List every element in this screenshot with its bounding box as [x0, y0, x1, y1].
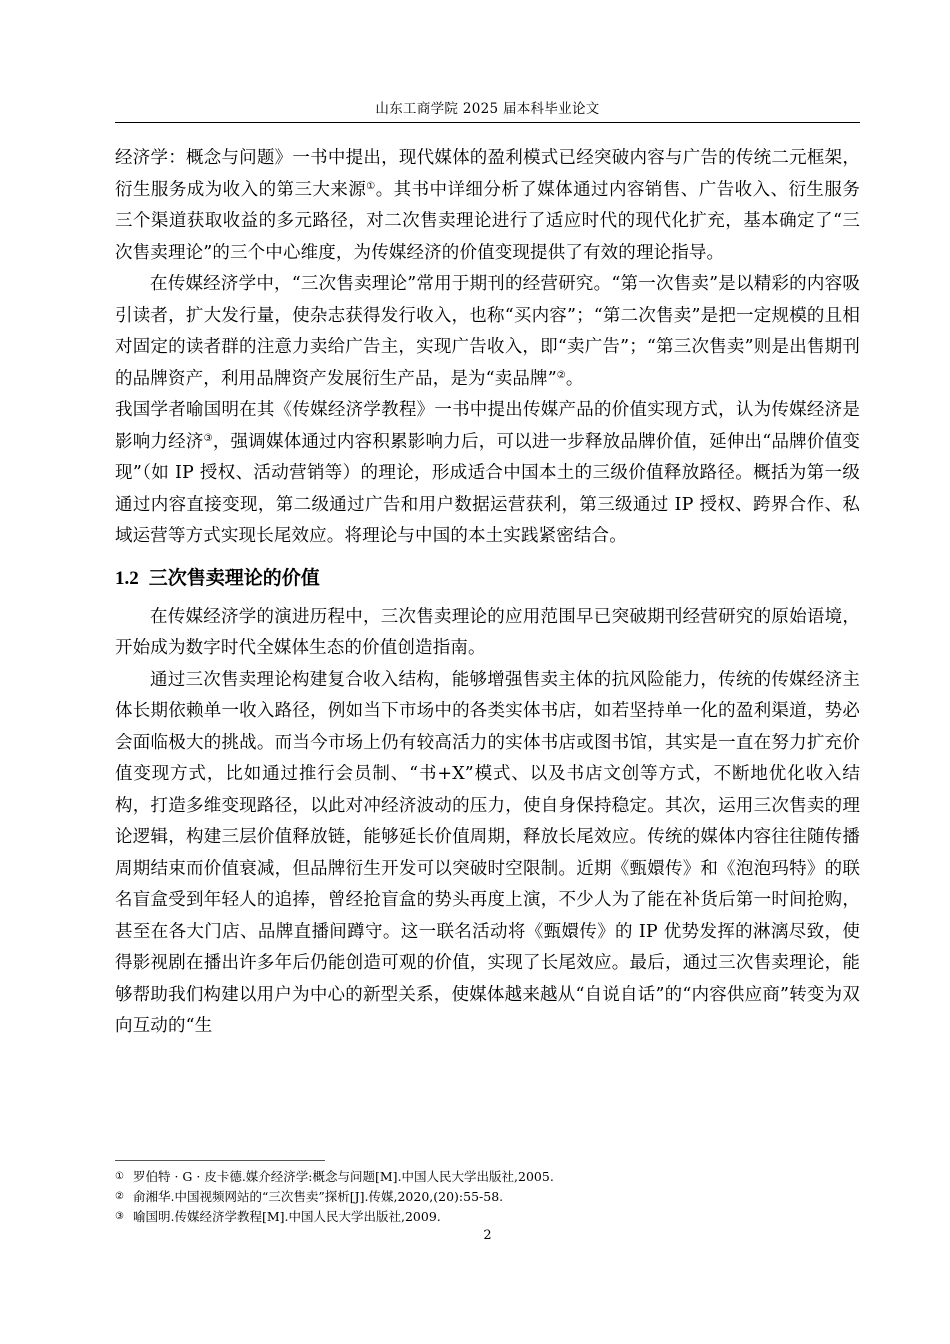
footnote-text: 喻国明.传媒经济学教程[M].中国人民大学出版社,2009. [133, 1209, 441, 1224]
paragraph [115, 269, 860, 395]
footnote-1 [115, 1167, 860, 1187]
footnote-rule [115, 1160, 325, 1161]
body-text [115, 143, 860, 1043]
footnote-ref-3[interactable]: ③ [203, 432, 213, 444]
paragraph: 通过三次售卖理论构建复合收入结构，能够增强售卖主体的抗风险能力，传统的传媒经济主体长期依赖单一收入路径，例如当下市场中的各类实体书店，如若坚持单一化的盈利渠道，势必会面临极大的挑战。而当今市场上仍有较高活力的实体书店或图书馆，其实是一直在努力扩充价值变现方式，比如通过推行会员制、“书+X”模式、以及书店文创等方式，不断地优化收入结构，打造多维变现路径，以此对冲经济波动的压力，使自身保持稳定。其次，运用三次售卖的理论逻辑，构建三层价值释放链，能够延长价值周期，释放长尾效应。传统的媒体内容往往随传播周期结束而价值衰减，但品牌衍生开发可以突破时空限制。近期《甄嬛传》和《泡泡玛特》的联名盲盒受到年轻人的追捧，曾经抢盲盒的势头再度上演，不少人为了能在补货后第一时间抢购，甚至在各大门店、品牌直播间蹲守。这一联名活动将《甄嬛传》的 IP 优势发挥的淋漓尽致，使得影视剧在播出许多年后仍能创造可观的价值，实现了长尾效应。最后，通过三次售卖理论，能够帮助我们构建以用户为中心的新型关系，使媒体越来越从“自说自话”的“内容供应商”转变为双向互动的“生 [115, 669, 860, 1036]
paragraph-text: 我国学者喻国明在其《传媒经济学教程》一书中提出传媒产品的价值实现方式，认为传媒经济是影响力经济 [115, 400, 860, 452]
section-number: 1.2 [115, 567, 139, 589]
footnote-text: 罗伯特 · G · 皮卡德.媒介经济学:概念与问题[M].中国人民大学出版社,2005. [133, 1169, 554, 1184]
header-rule [115, 122, 860, 123]
paragraph-continued [115, 143, 860, 269]
page-header: 山东工商学院 2025 届本科毕业论文 [375, 101, 600, 117]
section-heading [115, 561, 860, 596]
footnote-mark: ① [115, 1171, 124, 1182]
footnote-mark: ② [115, 1191, 124, 1202]
footnote-2 [115, 1187, 860, 1207]
footnote-mark: ③ [115, 1211, 124, 1222]
section-title: 三次售卖理论的价值 [148, 566, 320, 589]
paragraph-text: 在传媒经济学中，“三次售卖理论”常用于期刊的经营研究。“第一次售卖”是以精彩的内容吸引读者，扩大发行量，使杂志获得发行收入，也称“买内容”；“第二次售卖”是把一定规模的且相对固定的读者群的注意力卖给广告主，实现广告收入，即“卖广告”；“第三次售卖”则是出售期刊的品牌资产，利用品牌资产发展衍生产品，是为“卖品牌” [115, 274, 860, 389]
footnote-3 [115, 1207, 860, 1227]
footnote-ref-2[interactable]: ② [556, 369, 566, 381]
paragraph-text: 。其书中详细分析了媒体通过内容销售、广告收入、衍生服务三个渠道获取收益的多元路径，对二次售卖理论进行了适应时代的现代化扩充，基本确定了“三次售卖理论”的三个中心维度，为传媒经济的价值变现提供了有效的理论指导。 [115, 179, 860, 263]
page-number: 2 [483, 1228, 492, 1243]
footnote-ref-1[interactable]: ① [366, 180, 376, 192]
paragraph-text: 。 [565, 368, 584, 389]
paragraph-text: 经济学：概念与问题》一书中提出，现代媒体的盈利模式已经突破内容与广告的传统二元框架，衍生服务成为收入的第三大来源 [115, 148, 860, 200]
paragraph: 在传媒经济学的演进历程中，三次售卖理论的应用范围早已突破期刊经营研究的原始语境，开始成为数字时代全媒体生态的价值创造指南。 [115, 606, 860, 658]
footnotes [115, 1167, 860, 1227]
paragraph [115, 395, 860, 553]
footnote-text: 俞湘华.中国视频网站的“三次售卖”探析[J].传媒,2020,(20):55-58. [133, 1189, 504, 1204]
paragraph-text: ，强调媒体通过内容积累影响力后，可以进一步释放品牌价值，延伸出“品牌价值变现”（如 IP 授权、活动营销等）的理论，形成适合中国本土的三级价值释放路径。概括为第一级通过内容直接变现，第二级通过广告和用户数据运营获利，第三级通过 IP 授权、跨界合作、私域运营等方式实现长尾效应。将理论与中国的本土实践紧密结合。 [115, 431, 861, 546]
